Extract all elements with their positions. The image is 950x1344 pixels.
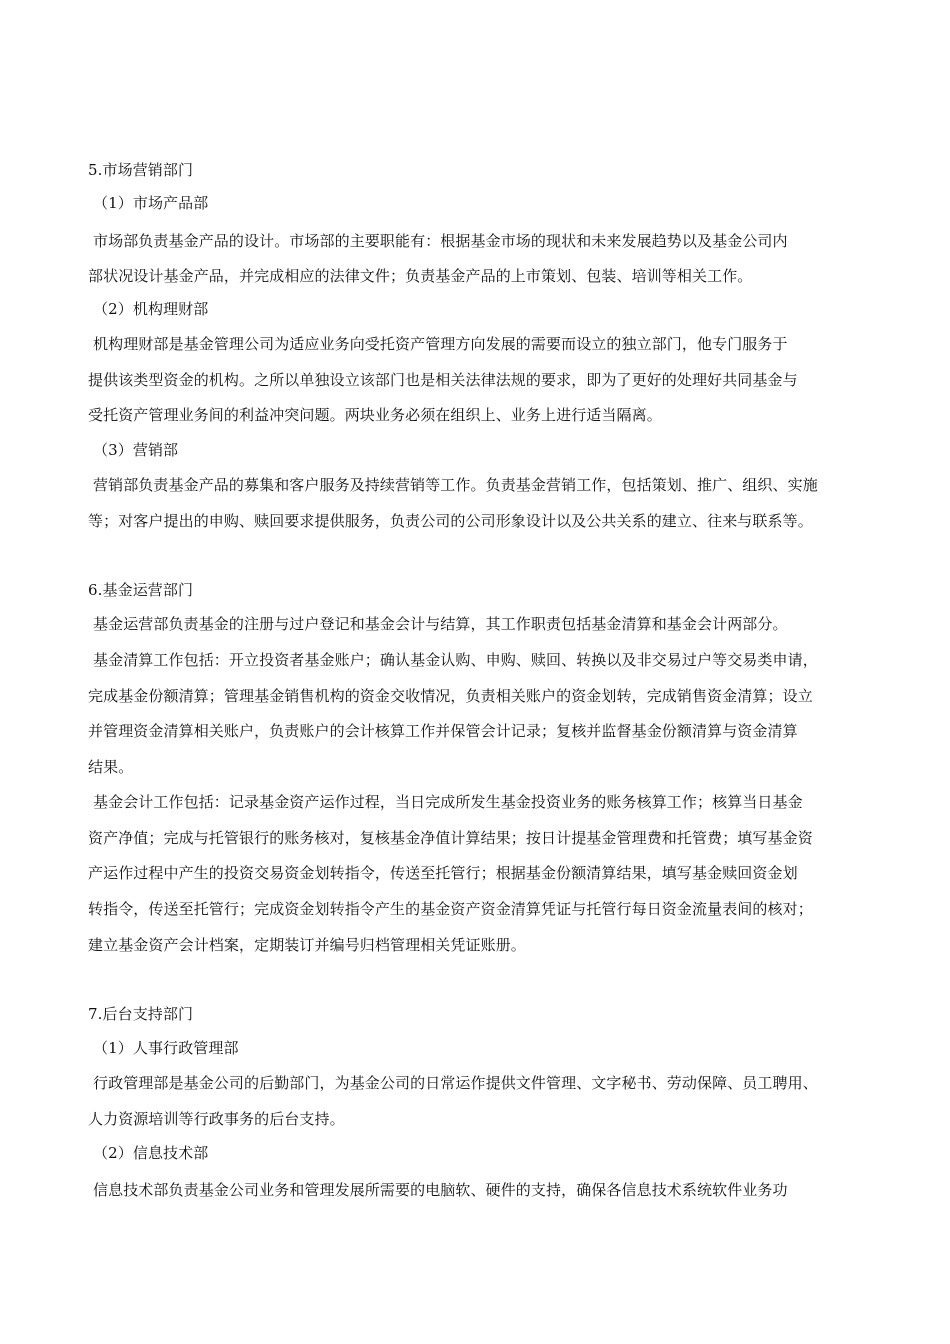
paragraph-line: 基金会计工作包括：记录基金资产运作过程，当日完成所发生基金投资业务的账务核算工作；核算当日基金: [93, 793, 803, 811]
paragraph-line: 提供该类型资金的机构。之所以单独设立该部门也是相关法律法规的要求，即为了更好的处理好共同基金与: [88, 371, 798, 389]
section-heading: 5.市场营销部门: [88, 161, 194, 179]
paragraph-line: 基金运营部负责基金的注册与过户登记和基金会计与结算，其工作职责包括基金清算和基金会计两部分。: [93, 615, 788, 633]
paragraph-line: 人力资源培训等行政事务的后台支持。: [88, 1110, 345, 1128]
paragraph-line: 基金清算工作包括：开立投资者基金账户；确认基金认购、申购、赎回、转换以及非交易过户等交易类申请，: [93, 651, 818, 669]
paragraph-line: 等；对客户提出的申购、赎回要求提供服务，负责公司的公司形象设计以及公共关系的建立、往来与联系等。: [88, 512, 813, 530]
paragraph-line: 市场部负责基金产品的设计。市场部的主要职能有：根据基金市场的现状和未来发展趋势以及基金公司内: [93, 232, 788, 250]
paragraph-line: 建立基金资产会计档案，定期装订并编号归档管理相关凭证账册。: [88, 936, 526, 954]
paragraph-line: 行政管理部是基金公司的后勤部门，为基金公司的日常运作提供文件管理、文字秘书、劳动保障、员工聘用、: [93, 1074, 818, 1092]
paragraph-line: 信息技术部负责基金公司业务和管理发展所需要的电脑软、硬件的支持，确保各信息技术系统软件业务功: [93, 1181, 788, 1199]
subsection-title: （2）信息技术部: [93, 1144, 209, 1162]
subsection-title: （2）机构理财部: [93, 300, 209, 318]
paragraph-line: 结果。: [88, 758, 134, 776]
subsection-title: （1）人事行政管理部: [93, 1039, 239, 1057]
paragraph-line: 转指令，传送至托管行；完成资金划转指令产生的基金资产资金清算凭证与托管行每日资金流量表间的核对；: [88, 900, 813, 918]
subsection-title: （1）市场产品部: [93, 194, 209, 212]
paragraph-line: 并管理资金清算相关账户，负责账户的会计核算工作并保管会计记录；复核并监督基金份额清算与资金清算: [88, 722, 798, 740]
paragraph-line: 资产净值；完成与托管银行的账务核对，复核基金净值计算结果；按日计提基金管理费和托管费；填写基金资: [88, 829, 813, 847]
paragraph-line: 机构理财部是基金管理公司为适应业务向受托资产管理方向发展的需要而设立的独立部门，他专门服务于: [93, 335, 788, 353]
section-heading: 6.基金运营部门: [88, 581, 194, 599]
paragraph-line: 营销部负责基金产品的募集和客户服务及持续营销等工作。负责基金营销工作，包括策划、推广、组织、实施: [93, 476, 818, 494]
paragraph-line: 产运作过程中产生的投资交易资金划转指令，传送至托管行；根据基金份额清算结果，填写基金赎回资金划: [88, 864, 798, 882]
section-heading: 7.后台支持部门: [88, 1005, 194, 1023]
subsection-title: （3）营销部: [93, 441, 179, 459]
paragraph-line: 受托资产管理业务间的利益冲突问题。两块业务必须在组织上、业务上进行适当隔离。: [88, 406, 662, 424]
paragraph-line: 部状况设计基金产品，并完成相应的法律文件；负责基金产品的上市策划、包装、培训等相关工作。: [88, 267, 753, 285]
paragraph-line: 完成基金份额清算；管理基金销售机构的资金交收情况，负责相关账户的资金划转，完成销售资金清算；设立: [88, 687, 813, 705]
